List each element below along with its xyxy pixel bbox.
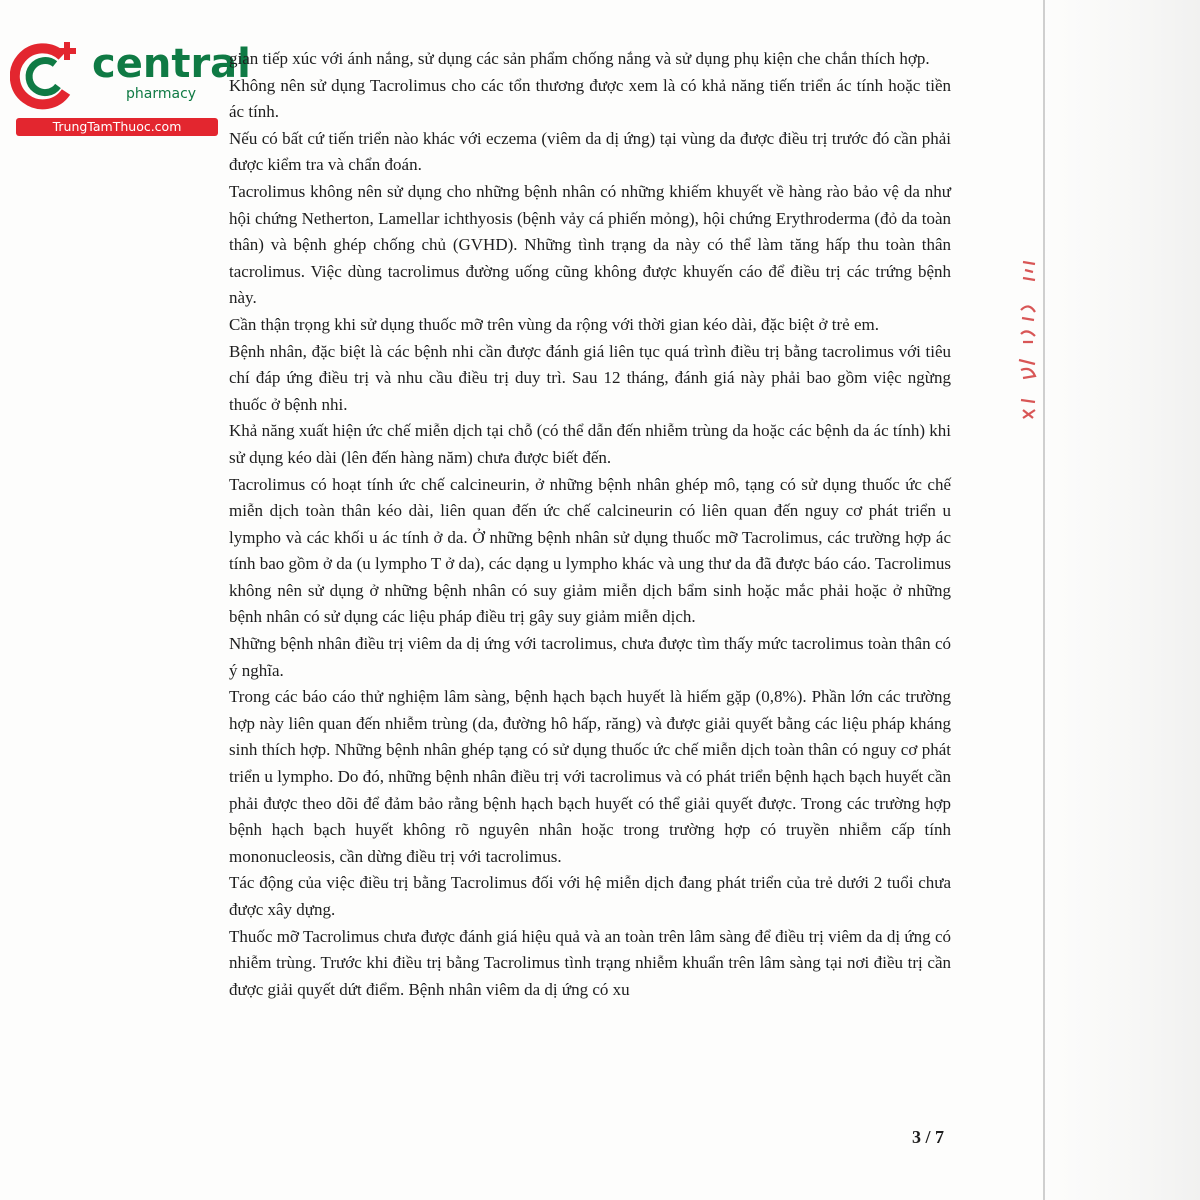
red-stamp-mark: [1005, 250, 1045, 430]
page-edge-shadow: [1040, 0, 1200, 1200]
paragraph: Cần thận trọng khi sử dụng thuốc mỡ trên vùng da rộng với thời gian kéo dài, đặc biệt ở trẻ em.: [229, 314, 879, 334]
central-pharmacy-logo-icon: [10, 40, 84, 114]
paragraph: Bệnh nhân, đặc biệt là các bệnh nhi cần được đánh giá liên tục quá trình điều trị bằng tacrolimus với tiêu chí đáp ứng điều trị và nhu cầu điều trị duy trì. Sau 12 tháng, đánh giá này phải bao gồm việc ngừng thuốc ở bệnh nhi.: [229, 341, 951, 414]
paragraph: Tacrolimus không nên sử dụng cho những bệnh nhân có những khiếm khuyết về hàng rào bảo vệ da như hội chứng Netherton, Lamellar ichthyosis (bệnh vảy cá phiến mỏng), hội chứng Erythroderma (đỏ da toàn thân) và bệnh ghép chống chủ (GVHD). Những tình trạng da này có thể làm tăng hấp thu toàn thân tacrolimus. Việc dùng tacrolimus đường uống cũng không được khuyến cáo để điều trị các trứng bệnh này.: [229, 181, 951, 308]
paragraph: Không nên sử dụng Tacrolimus cho các tổn thương được xem là có khả năng tiến triển ác tính hoặc tiền ác tính.: [229, 75, 951, 122]
paragraph: Nếu có bất cứ tiến triển nào khác với eczema (viêm da dị ứng) tại vùng da được điều trị trước đó cần phải được kiểm tra và chẩn đoán.: [229, 128, 951, 175]
paragraph: Thuốc mỡ Tacrolimus chưa được đánh giá hiệu quả và an toàn trên lâm sàng để điều trị viêm da dị ứng có nhiễm trùng. Trước khi điều trị bằng Tacrolimus tình trạng nhiễm khuẩn trên lâm sàng tại nơi điều trị cần được giải quyết dứt điểm. Bệnh nhân viêm da dị ứng có xu: [229, 926, 951, 999]
logo-subtitle: pharmacy: [126, 86, 197, 102]
page-edge-line: [1043, 0, 1045, 1200]
paragraph: Tacrolimus có hoạt tính ức chế calcineurin, ở những bệnh nhân ghép mô, tạng có sử dụng thuốc ức chế miễn dịch toàn thân kéo dài, liên quan đến ức chế calcineurin có liên quan đến nguy cơ phát triển u lympho và các khối u ác tính ở da. Ở những bệnh nhân sử dụng thuốc mỡ Tacrolimus, các trường hợp ác tính bao gồm ở da (u lympho T ở da), các dạng u lympho khác và ung thư da đã được báo cáo. Tacrolimus không nên sử dụng ở những bệnh nhân có suy giảm miễn dịch bẩm sinh hoặc mắc phải hoặc ở những bệnh nhân có sử dụng các liệu pháp điều trị gây suy giảm miễn dịch.: [229, 474, 951, 627]
logo-website-banner: TrungTamThuoc.com: [16, 118, 218, 136]
paragraph: Tác động của việc điều trị bằng Tacrolimus đối với hệ miễn dịch đang phát triển của trẻ dưới 2 tuổi chưa được xây dựng.: [229, 873, 951, 919]
document-body: [229, 46, 951, 1003]
paragraph: gian tiếp xúc với ánh nắng, sử dụng các sản phẩm chống nắng và sử dụng phụ kiện che chắn thích hợp.: [229, 49, 930, 68]
paragraph: Trong các báo cáo thử nghiệm lâm sàng, bệnh hạch bạch huyết là hiếm gặp (0,8%). Phần lớn các trường hợp này liên quan đến nhiễm trùng (da, đường hô hấp, răng) và được giải quyết bằng các liệu pháp kháng sinh thích hợp. Những bệnh nhân ghép tạng có sử dụng thuốc ức chế miễn dịch toàn thân có nguy cơ phát triển u lympho. Do đó, những bệnh nhân điều trị với tacrolimus và có phát triển bệnh hạch bạch huyết cần phải được theo dõi để đảm bảo rằng bệnh hạch bạch huyết có thể giải quyết được. Trong các trường hợp bệnh hạch bạch huyết không rõ nguyên nhân hoặc trong trường hợp có truyền nhiễm cấp tính mononucleosis, cần dừng điều trị với tacrolimus.: [229, 687, 951, 866]
page-number: 3 / 7: [912, 1127, 945, 1147]
logo-brand-name: central: [92, 41, 251, 87]
paragraph: Những bệnh nhân điều trị viêm da dị ứng với tacrolimus, chưa được tìm thấy mức tacrolimus toàn thân có ý nghĩa.: [229, 634, 951, 680]
paragraph: Khả năng xuất hiện ức chế miễn dịch tại chỗ (có thể dẫn đến nhiễm trùng da hoặc các bệnh da ác tính) khi sử dụng kéo dài (lên đến hàng năm) chưa được biết đến.: [229, 421, 951, 467]
central-pharmacy-logo[interactable]: [8, 40, 251, 135]
